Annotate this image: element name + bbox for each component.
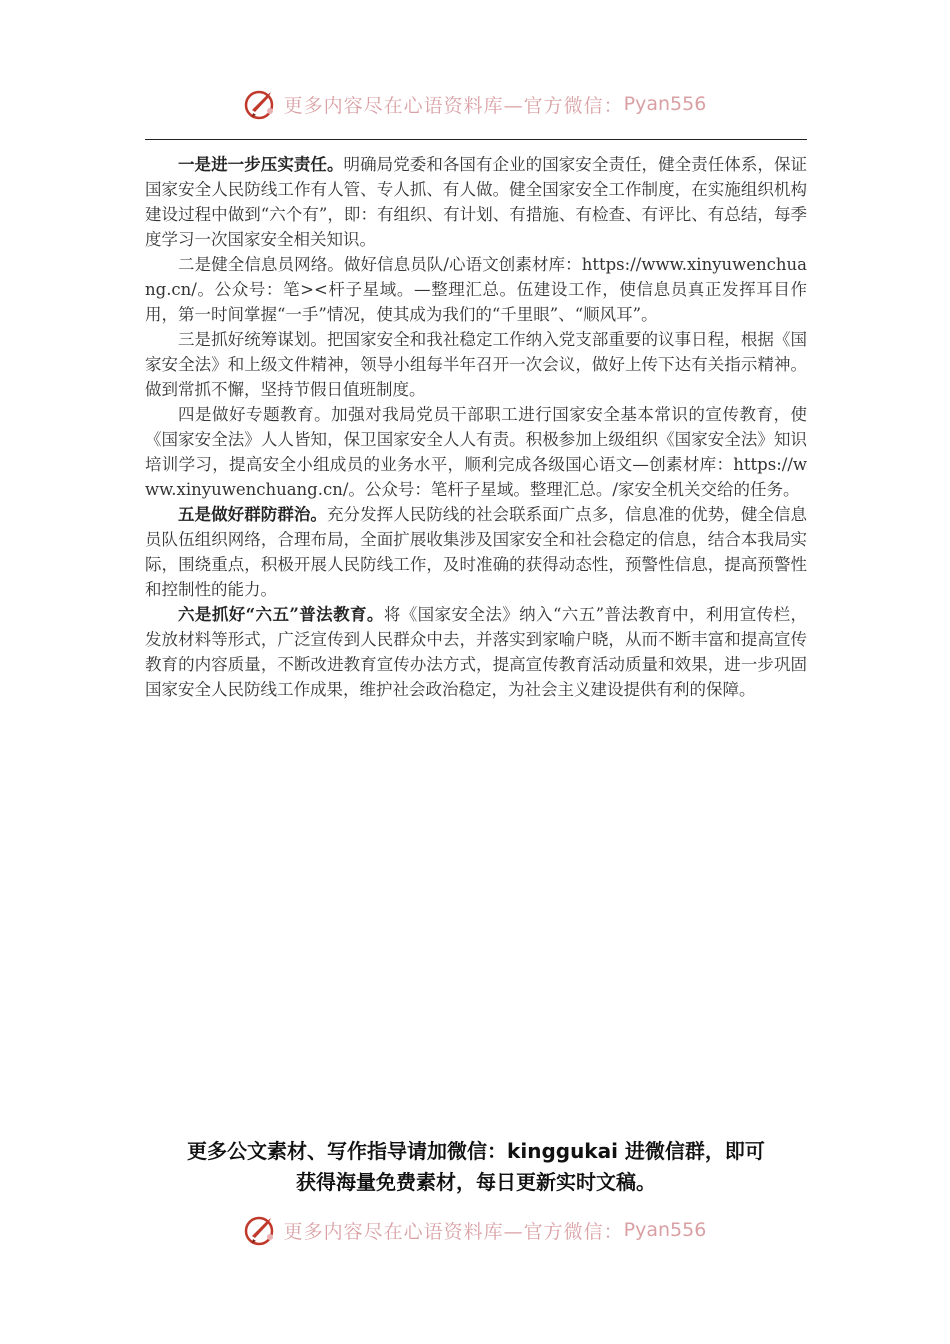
paragraph-text: 四是做好专题教育。加强对我局党员干部职工进行国家安全基本常识的宣传教育，使《国家安全法》人人皆知，保卫国家安全人人有责。积极参加上级组织《国家安全法》知识培训学习，提高安全小组成员的业务水平，顺利完成各级国心语文—创素材库：https://www.xinyuwenchuang.cn/。公众号：笔杆子星域。整理汇总。/家安全机关交给的任务。: [145, 405, 807, 499]
pen-logo-icon: [244, 1212, 280, 1248]
paragraph-6: [145, 602, 807, 702]
pen-logo-icon: [244, 86, 280, 122]
paragraph-lead: 一是进一步压实责任。: [178, 155, 344, 174]
paragraph-3: [145, 327, 807, 402]
paragraph-lead: 六是抓好“六五”普法教育。: [178, 605, 384, 624]
footer-banner: [0, 1210, 950, 1250]
header-divider: [145, 139, 807, 140]
paragraph-text: 充分发挥人民防线的社会联系面广点多，信息准的优势，健全信息员队伍组织网络，合理布局，全面扩展收集涉及国家安全和社会稳定的信息，结合本我局实际，围绕重点，积极开展人民防线工作，及时准确的获得动态性，预警性信息，提高预警性和控制性的能力。: [145, 505, 808, 599]
banner-text: 更多内容尽在心语资料库—官方微信：: [283, 1220, 624, 1243]
paragraph-5: [145, 502, 807, 602]
paragraph-text: 三是抓好统筹谋划。把国家安全和我社稳定工作纳入党支部重要的议事日程，根据《国家安全法》和上级文件精神，领导小组每半年召开一次会议，做好上传下达有关指示精神。做到常抓不懈，坚持节假日值班制度。: [145, 330, 807, 399]
paragraph-text: 明确局党委和各国有企业的国家安全责任，健全责任体系，保证国家安全人民防线工作有人管、专人抓、有人做。健全国家安全工作制度，在实施组织机构建设过程中做到“六个有”，即：有组织、有计划、有措施、有检查、有评比、有总结，每季度学习一次国家安全相关知识。: [145, 155, 808, 249]
paragraph-1: [145, 152, 807, 252]
paragraph-text: 将《国家安全法》纳入“六五”普法教育中，利用宣传栏，发放材料等形式，广泛宣传到人民群众中去，并落实到家喻户晓，从而不断丰富和提高宣传教育的内容质量，不断改进教育宣传办法方式，提高宣传教育活动质量和效果，进一步巩固国家安全人民防线工作成果，维护社会政治稳定，为社会主义建设提供有利的保障。: [145, 605, 808, 699]
footer-line-1: 更多公文素材、写作指导请加微信：kinggukai 进微信群，即可: [187, 1139, 765, 1163]
paragraph-lead: 五是做好群防群治。: [178, 505, 327, 524]
paragraph-text: 二是健全信息员网络。做好信息员队/心语文创素材库：https://www.xinyuwenchuang.cn/。公众号：笔><杆子星域。—整理汇总。伍建设工作，使信息员真正发挥耳目作用，第一时间掌握“一手”情况，使其成为我们的“千里眼”、“顺风耳”。: [145, 255, 807, 324]
footer-line-2: 获得海量免费素材，每日更新实时文稿。: [296, 1170, 656, 1194]
document-body: [145, 152, 807, 702]
banner-contact: Pyan556: [623, 1219, 707, 1241]
header-banner: [0, 84, 950, 124]
footer-note: [145, 1136, 807, 1198]
paragraph-2: [145, 252, 807, 327]
banner-text: 更多内容尽在心语资料库—官方微信：: [283, 94, 624, 117]
banner-contact: Pyan556: [623, 93, 707, 115]
paragraph-4: [145, 402, 807, 502]
